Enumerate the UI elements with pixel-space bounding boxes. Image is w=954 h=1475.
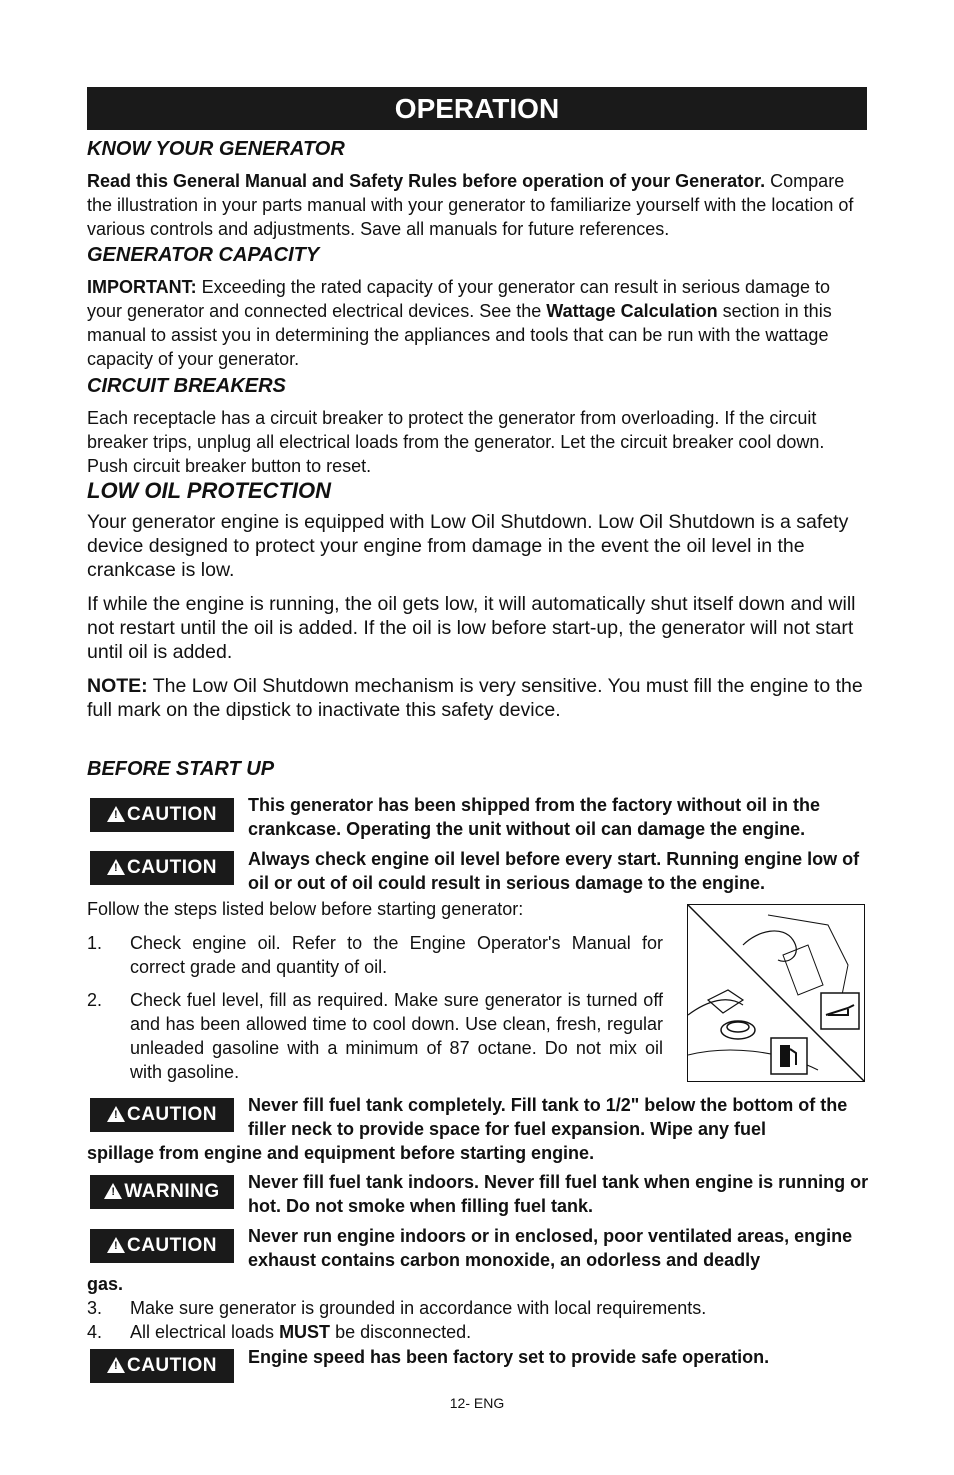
caution-text-2: Always check engine oil level before every start. Running engine low of oil or out of oil could result in serious damage to the engine. — [248, 849, 860, 893]
note-text: The Low Oil Shutdown mechanism is very sensitive. You must fill the engine to the full mark on the dipstick to inactivate this safety device. — [87, 675, 863, 721]
caution-text-1: This generator has been shipped from the factory without oil in the crankcase. Operating the unit without oil can damage the engine. — [248, 795, 821, 839]
caution-label: CAUTION — [126, 1235, 218, 1256]
know-lead: Read this General Manual and Safety Rules before operation of your Generator. — [87, 171, 766, 191]
caution-label: CAUTION — [126, 1104, 218, 1125]
step-4-must: MUST — [279, 1322, 331, 1342]
warning-text-1: Never fill fuel tank indoors. Never fill fuel tank when engine is running or hot. Do not smoke when filling fuel tank. — [248, 1172, 869, 1216]
note-label: NOTE: — [87, 675, 148, 697]
heading-low-oil-protection: LOW OIL PROTECTION — [87, 478, 332, 503]
warning-label: WARNING — [124, 1181, 220, 1202]
caution-text-4a: Never run engine indoors or in enclosed, poor ventilated areas, engine exhaust contains carbon monoxide, an odorless and deadly — [248, 1226, 853, 1270]
know-paragraph — [87, 169, 869, 241]
caution-badge — [90, 1098, 234, 1132]
warning-triangle-icon — [104, 1183, 122, 1199]
caution-label: CAUTION — [126, 1355, 218, 1376]
step-number: 4. — [87, 1322, 103, 1342]
step-1-text: Check engine oil. Refer to the Engine Operator's Manual for correct grade and quantity of oil. — [130, 933, 663, 977]
caution-badge — [90, 1349, 234, 1383]
heading-before-start-up: BEFORE START UP — [87, 758, 275, 780]
step-4-text-a: All electrical loads — [130, 1322, 280, 1342]
capacity-paragraph — [87, 275, 869, 371]
steps-intro: Follow the steps listed below before starting generator: — [87, 899, 524, 919]
step-2-text: Check fuel level, fill as required. Make sure generator is turned off and has been allowed time to cool down. Use clean, fresh, regular unleaded gasoline with a minimum of 87 octane. Do not mix oil with gasoline. — [130, 990, 663, 1082]
lowoil-paragraph-1: Your generator engine is equipped with Low Oil Shutdown. Low Oil Shutdown is a safety device designed to protect your engine from damage in the event the oil level in the crankcase is low. — [87, 511, 849, 581]
caution-text-5: Engine speed has been factory set to provide safe operation. — [248, 1347, 770, 1367]
wattage-calculation-ref: Wattage Calculation — [546, 301, 718, 321]
lowoil-paragraph-2: If while the engine is running, the oil gets low, it will automatically shut itself down and will not restart until the oil is added. If the oil is low before start-up, the generator will not start until oil is added. — [87, 593, 856, 663]
warning-badge — [90, 1175, 234, 1209]
caution-triangle-icon — [107, 806, 125, 822]
know-text: Compare the illustration in your parts manual with your generator to familiarize yourself with the location of various controls and adjustments. Save all manuals for future references. — [87, 171, 854, 239]
breakers-paragraph: Each receptacle has a circuit breaker to protect the generator from overloading. If the circuit breaker trips, unplug all electrical loads from the generator. Let the circuit breaker cool down. Push circuit breaker button to reset. — [87, 408, 825, 476]
step-3-text: Make sure generator is grounded in accordance with local requirements. — [130, 1298, 707, 1318]
step-4-text — [130, 1320, 830, 1344]
heading-generator-capacity: GENERATOR CAPACITY — [87, 244, 320, 266]
important-label: IMPORTANT: — [87, 277, 197, 297]
step-number: 1. — [87, 933, 103, 953]
step-number: 2. — [87, 990, 103, 1010]
lowoil-note — [87, 674, 869, 722]
fueling-illustration — [687, 904, 865, 1082]
caution-triangle-icon — [107, 1357, 125, 1373]
page-number: 12- ENG — [449, 1395, 505, 1411]
caution-badge — [90, 851, 234, 885]
caution-text-3a: Never fill fuel tank completely. Fill tank to 1/2" below the bottom of the filler neck to provide space for fuel expansion. Wipe any fuel — [248, 1095, 848, 1139]
fueling-illustration-drawing — [688, 905, 865, 1082]
page-title: OPERATION — [87, 87, 867, 130]
caution-text-4b: gas. — [87, 1274, 124, 1294]
step-4-text-c: be disconnected. — [330, 1322, 472, 1342]
caution-badge — [90, 798, 234, 832]
caution-label: CAUTION — [126, 804, 218, 825]
caution-triangle-icon — [107, 1106, 125, 1122]
caution-triangle-icon — [107, 1237, 125, 1253]
caution-label: CAUTION — [126, 857, 218, 878]
capacity-text-2: section in this manual to assist you in determining the appliances and tools that can be run with the wattage capacity of your generator. — [87, 301, 832, 369]
caution-badge — [90, 1229, 234, 1263]
caution-triangle-icon — [107, 859, 125, 875]
heading-know-your-generator: KNOW YOUR GENERATOR — [87, 138, 345, 160]
capacity-text-1: Exceeding the rated capacity of your generator can result in serious damage to your generator and connected electrical devices. See the — [87, 277, 831, 321]
caution-text-3b: spillage from engine and equipment before starting engine. — [87, 1143, 595, 1163]
step-number: 3. — [87, 1298, 103, 1318]
heading-circuit-breakers: CIRCUIT BREAKERS — [87, 375, 286, 397]
